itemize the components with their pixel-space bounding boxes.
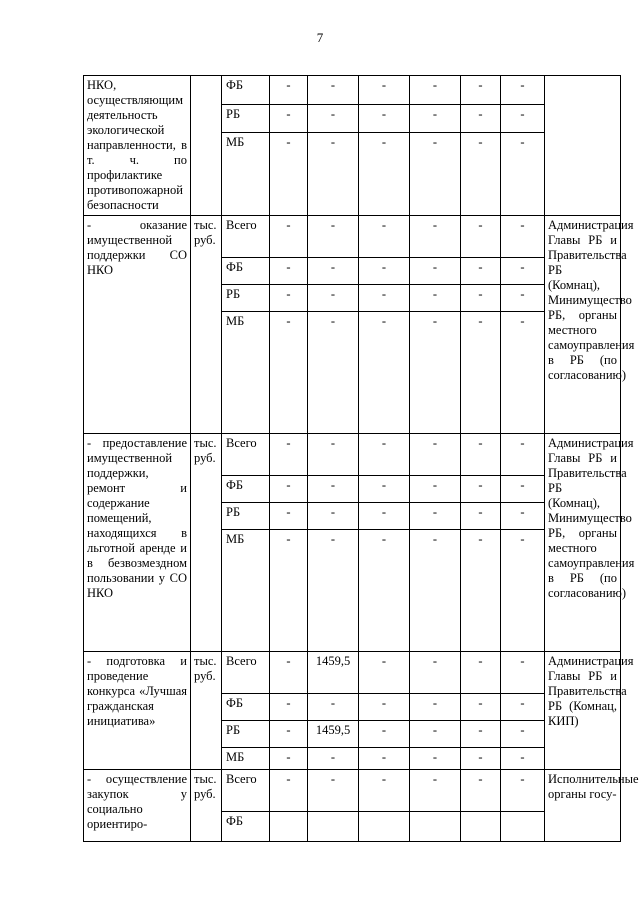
funding-source: Всего	[222, 770, 270, 812]
value-cell: -	[270, 721, 308, 748]
funding-source: РБ	[222, 285, 270, 312]
funding-source: МБ	[222, 748, 270, 770]
value-cell: -	[270, 285, 308, 312]
funding-source: ФБ	[222, 76, 270, 105]
item-description: - предоставление имущественной поддержки, ремонт и содержание помещений, находящихся в льготной аренде и в безвозмездном пользовании у СО НКО	[84, 434, 191, 652]
value-cell: -	[308, 285, 359, 312]
value-cell: -	[501, 530, 545, 652]
value-cell: -	[410, 76, 461, 105]
table-row	[84, 216, 621, 258]
page-number: 7	[316, 30, 324, 45]
value-cell: -	[410, 748, 461, 770]
value-cell: -	[461, 285, 501, 312]
value-cell: -	[410, 503, 461, 530]
unit-cell: тыс. руб.	[191, 216, 222, 434]
value-cell: 1459,5	[308, 721, 359, 748]
value-cell: -	[410, 258, 461, 285]
funding-source: ФБ	[222, 258, 270, 285]
value-cell: -	[270, 312, 308, 434]
value-cell: -	[461, 312, 501, 434]
value-cell: -	[270, 530, 308, 652]
table-row	[84, 76, 621, 105]
item-description: - подготовка и проведение конкурса «Лучшая гражданская инициатива»	[84, 652, 191, 770]
value-cell: -	[270, 76, 308, 105]
value-cell: -	[501, 133, 545, 216]
unit-cell	[191, 76, 222, 216]
item-description: - оказание имущественной поддержки СО НКО	[84, 216, 191, 434]
value-cell	[461, 812, 501, 842]
value-cell: -	[501, 748, 545, 770]
funding-source: РБ	[222, 721, 270, 748]
value-cell: -	[461, 133, 501, 216]
value-cell: -	[410, 476, 461, 503]
value-cell: -	[308, 770, 359, 812]
value-cell: -	[359, 258, 410, 285]
value-cell: -	[501, 694, 545, 721]
value-cell: -	[308, 748, 359, 770]
table-row	[84, 770, 621, 812]
value-cell: -	[359, 721, 410, 748]
funding-source: МБ	[222, 530, 270, 652]
unit-cell: тыс. руб.	[191, 652, 222, 770]
item-description: - осуществление закупок у социально ориентиро-	[84, 770, 191, 842]
value-cell: -	[308, 434, 359, 476]
unit-cell: тыс. руб.	[191, 770, 222, 842]
value-cell: -	[461, 434, 501, 476]
value-cell: -	[410, 770, 461, 812]
value-cell: -	[308, 476, 359, 503]
value-cell: -	[501, 652, 545, 694]
value-cell: -	[410, 652, 461, 694]
value-cell: -	[270, 258, 308, 285]
value-cell: -	[359, 770, 410, 812]
value-cell: -	[461, 76, 501, 105]
value-cell: -	[501, 258, 545, 285]
value-cell: -	[359, 312, 410, 434]
responsible-party	[545, 76, 621, 216]
value-cell: -	[461, 530, 501, 652]
value-cell: -	[461, 258, 501, 285]
value-cell: -	[410, 216, 461, 258]
value-cell: -	[501, 104, 545, 133]
funding-source: ФБ	[222, 694, 270, 721]
value-cell: -	[410, 694, 461, 721]
funding-source: РБ	[222, 503, 270, 530]
funding-source: МБ	[222, 133, 270, 216]
value-cell: -	[308, 76, 359, 105]
value-cell: -	[270, 434, 308, 476]
value-cell: -	[359, 104, 410, 133]
value-cell: -	[270, 694, 308, 721]
value-cell: -	[359, 285, 410, 312]
value-cell: -	[461, 721, 501, 748]
value-cell: -	[501, 503, 545, 530]
value-cell: -	[501, 76, 545, 105]
responsible-party: Администрация Главы РБ и Правительства РБ (Комнац), Минимущество РБ, органы местного самоуправления в РБ (по согласованию)	[545, 216, 621, 434]
table-row	[84, 434, 621, 476]
value-cell: -	[501, 434, 545, 476]
funding-source: Всего	[222, 434, 270, 476]
value-cell: -	[308, 104, 359, 133]
value-cell: -	[270, 104, 308, 133]
value-cell	[410, 812, 461, 842]
value-cell: -	[359, 503, 410, 530]
value-cell: -	[359, 216, 410, 258]
value-cell	[270, 812, 308, 842]
value-cell: -	[410, 312, 461, 434]
program-table	[83, 75, 639, 842]
value-cell: -	[308, 258, 359, 285]
value-cell: -	[501, 721, 545, 748]
responsible-party: Исполнительные органы госу-	[545, 770, 621, 842]
table-row	[84, 652, 621, 694]
value-cell: -	[270, 476, 308, 503]
funding-source: Всего	[222, 652, 270, 694]
value-cell: -	[308, 216, 359, 258]
value-cell: -	[270, 133, 308, 216]
value-cell: -	[359, 652, 410, 694]
unit-cell: тыс. руб.	[191, 434, 222, 652]
value-cell: -	[410, 721, 461, 748]
value-cell: -	[410, 104, 461, 133]
value-cell: 1459,5	[308, 652, 359, 694]
value-cell: -	[308, 133, 359, 216]
value-cell: -	[270, 748, 308, 770]
value-cell: -	[501, 476, 545, 503]
value-cell: -	[270, 652, 308, 694]
value-cell: -	[410, 434, 461, 476]
value-cell: -	[359, 476, 410, 503]
value-cell: -	[270, 216, 308, 258]
value-cell: -	[359, 530, 410, 652]
value-cell: -	[461, 476, 501, 503]
value-cell: -	[461, 652, 501, 694]
value-cell: -	[359, 133, 410, 216]
value-cell: -	[461, 770, 501, 812]
value-cell: -	[501, 285, 545, 312]
value-cell: -	[501, 312, 545, 434]
item-description: НКО, осуществляющим деятельность экологической направленности, в т. ч. по профилактике противопожарной безопасности	[84, 76, 191, 216]
funding-source: ФБ	[222, 476, 270, 503]
value-cell: -	[308, 694, 359, 721]
responsible-party: Администрация Главы РБ и Правительства РБ (Комнац), Минимущество РБ, органы местного самоуправления в РБ (по согласованию)	[545, 434, 621, 652]
value-cell: -	[270, 770, 308, 812]
value-cell: -	[270, 503, 308, 530]
value-cell: -	[461, 748, 501, 770]
value-cell: -	[359, 76, 410, 105]
funding-source: РБ	[222, 104, 270, 133]
value-cell	[308, 812, 359, 842]
value-cell: -	[461, 104, 501, 133]
value-cell: -	[308, 312, 359, 434]
value-cell: -	[410, 285, 461, 312]
responsible-party: Администрация Главы РБ и Правительства РБ (Комнац, КИП)	[545, 652, 621, 770]
value-cell: -	[461, 694, 501, 721]
value-cell: -	[359, 748, 410, 770]
value-cell: -	[359, 694, 410, 721]
value-cell: -	[308, 503, 359, 530]
value-cell	[501, 812, 545, 842]
value-cell: -	[461, 503, 501, 530]
value-cell: -	[308, 530, 359, 652]
funding-source: МБ	[222, 312, 270, 434]
value-cell: -	[410, 133, 461, 216]
value-cell: -	[461, 216, 501, 258]
value-cell: -	[501, 770, 545, 812]
value-cell	[359, 812, 410, 842]
funding-source: Всего	[222, 216, 270, 258]
value-cell: -	[501, 216, 545, 258]
value-cell: -	[359, 434, 410, 476]
value-cell: -	[410, 530, 461, 652]
funding-source: ФБ	[222, 812, 270, 842]
